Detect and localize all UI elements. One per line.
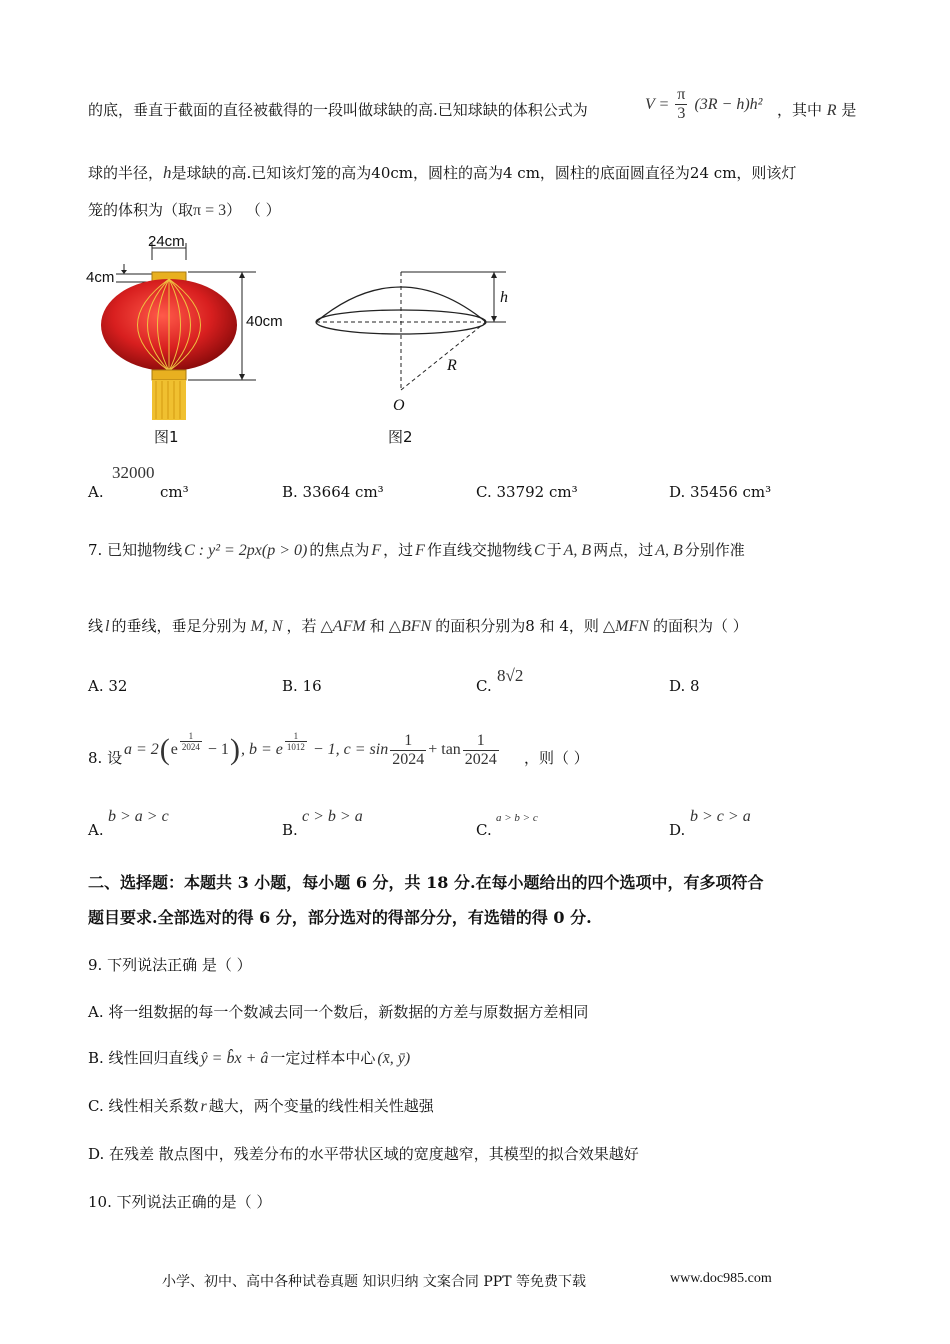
q6-line1-post: ，其中 R 是 xyxy=(777,101,857,119)
q7-option-b[interactable]: B. 16 xyxy=(282,677,322,695)
label-h: h xyxy=(500,289,508,306)
q6-option-c[interactable]: C. 33792 cm³ xyxy=(476,483,578,501)
label-r: R xyxy=(447,357,457,374)
formula-v: V = xyxy=(645,96,674,113)
tan-fraction: $\frac{1}{2024}$ xyxy=(464,731,497,768)
exponent-2: $\frac{1}{1012}$ xyxy=(286,730,305,752)
q9-option-d[interactable]: D. 在残差 散点图中，残差分布的水平带状区域的宽度越窄，其模型的拟合效果越好 xyxy=(88,1145,639,1163)
label-24cm: 24cm xyxy=(148,233,185,250)
lantern-tassel xyxy=(152,380,186,420)
q7-option-c[interactable]: C. xyxy=(476,677,492,695)
q6-option-d[interactable]: D. 35456 cm³ xyxy=(669,483,772,501)
q6-option-a[interactable]: A. xyxy=(88,483,104,501)
formula-rest: (3R − h)h² xyxy=(694,96,763,113)
label-4cm: 4cm xyxy=(86,269,115,286)
q7-line1: 7. 已知抛物线 C : y² = 2px(p > 0) 的焦点为 F ，过 F 作直线交抛物线 C 于 A, B 两点，过 A, B 分别作准 xyxy=(88,541,745,559)
q6-option-b[interactable]: B. 33664 cm³ xyxy=(282,483,384,501)
q8-option-d-value: b > c > a xyxy=(690,808,751,825)
figure1-caption: 图1 xyxy=(154,428,179,446)
q6-text: 的底，垂直于截面的直径被截得的一段叫做球缺的高.已知球缺的体积公式为 xyxy=(88,101,588,119)
exponent-1: $\frac{1}{2024}$ xyxy=(181,730,200,752)
q7-line2: 线 l 的垂线，垂足分别为 M, N ，若 △AFM 和 △BFN 的面积分别为8 和 4，则 △MFN 的面积为（ ） xyxy=(88,617,748,635)
sin-fraction: $\frac{1}{2024}$ xyxy=(392,731,425,768)
q8-option-b-value: c > b > a xyxy=(302,808,363,825)
q9-option-a[interactable]: A. 将一组数据的每一个数减去同一个数后，新数据的方差与原数据方差相同 xyxy=(88,1003,589,1021)
parabola-equation: C : y² = 2px(p > 0) xyxy=(184,542,308,559)
lantern-figure xyxy=(86,228,306,450)
q9-option-b[interactable]: B. 线性回归直线 ŷ = b̂x + â 一定过样本中心 (x̄, ȳ) xyxy=(88,1049,411,1067)
q7-option-c-value: 8√2 xyxy=(497,666,524,685)
q9-stem: 9. 下列说法正确 是（ ） xyxy=(88,956,252,974)
label-o: O xyxy=(393,397,405,414)
q8-option-c[interactable]: C. xyxy=(476,821,492,839)
volume-formula xyxy=(645,86,762,123)
sample-center: (x̄, ȳ) xyxy=(377,1050,411,1067)
q7-option-d[interactable]: D. 8 xyxy=(669,677,700,695)
section2-heading-line1: 二、选择题：本题共 3 小题，每小题 6 分，共 18 分.在每小题给出的四个选项中，有多项符合 xyxy=(88,873,764,892)
section2-heading-line2: 题目要求.全部选对的得 6 分，部分选对的得部分分，有选错的得 0 分. xyxy=(88,908,592,927)
q8-suffix: ，则（ ） xyxy=(524,749,589,767)
formula-fraction: $\frac{\pi}{3}$ xyxy=(677,86,686,122)
q8-formula: a = 2 ( e $\frac{1}{2024}$ − 1 ) , b = e $\frac{1}{1012}$ − 1, c = sin $\frac{1}{2024}$ + tan $\frac{1}{2024}$ xyxy=(124,730,497,768)
label-40cm: 40cm xyxy=(246,313,283,330)
q6-line2: 球的半径，h是球缺的高.已知该灯笼的高为40cm，圆柱的高为4 cm，圆柱的底面圆直径为24 cm，则该灯 xyxy=(88,163,797,182)
regression-formula: ŷ = b̂x + â xyxy=(200,1050,269,1067)
lantern-bottom-cap xyxy=(152,370,186,380)
q10-stem: 10. 下列说法正确的是（ ） xyxy=(88,1193,272,1211)
q8-option-b[interactable]: B. xyxy=(282,821,298,839)
spherical-cap-figure xyxy=(310,262,522,450)
q6-line1 xyxy=(88,100,588,120)
figure2-caption: 图2 xyxy=(388,428,413,446)
footer-text: 小学、初中、高中各种试卷真题 知识归纳 文案合同 PPT 等免费下载 xyxy=(162,1274,586,1290)
q8-option-d[interactable]: D. xyxy=(669,821,686,839)
q8-prefix: 8. 设 xyxy=(88,749,123,767)
q8-option-a[interactable]: A. xyxy=(88,821,104,839)
footer-url[interactable]: www.doc985.com xyxy=(670,1271,772,1286)
q9-option-c[interactable]: C. 线性相关系数 r 越大，两个变量的线性相关性越强 xyxy=(88,1097,434,1115)
q6-line3: 笼的体积为（取π = 3） （ ） xyxy=(88,201,281,219)
q6-option-a-value: 32000 xyxy=(112,463,155,482)
q8-option-a-value: b > a > c xyxy=(108,808,169,825)
q8-option-c-value: a > b > c xyxy=(496,812,538,824)
q6-option-a-unit: cm³ xyxy=(160,483,189,501)
q7-option-a[interactable]: A. 32 xyxy=(88,677,128,695)
